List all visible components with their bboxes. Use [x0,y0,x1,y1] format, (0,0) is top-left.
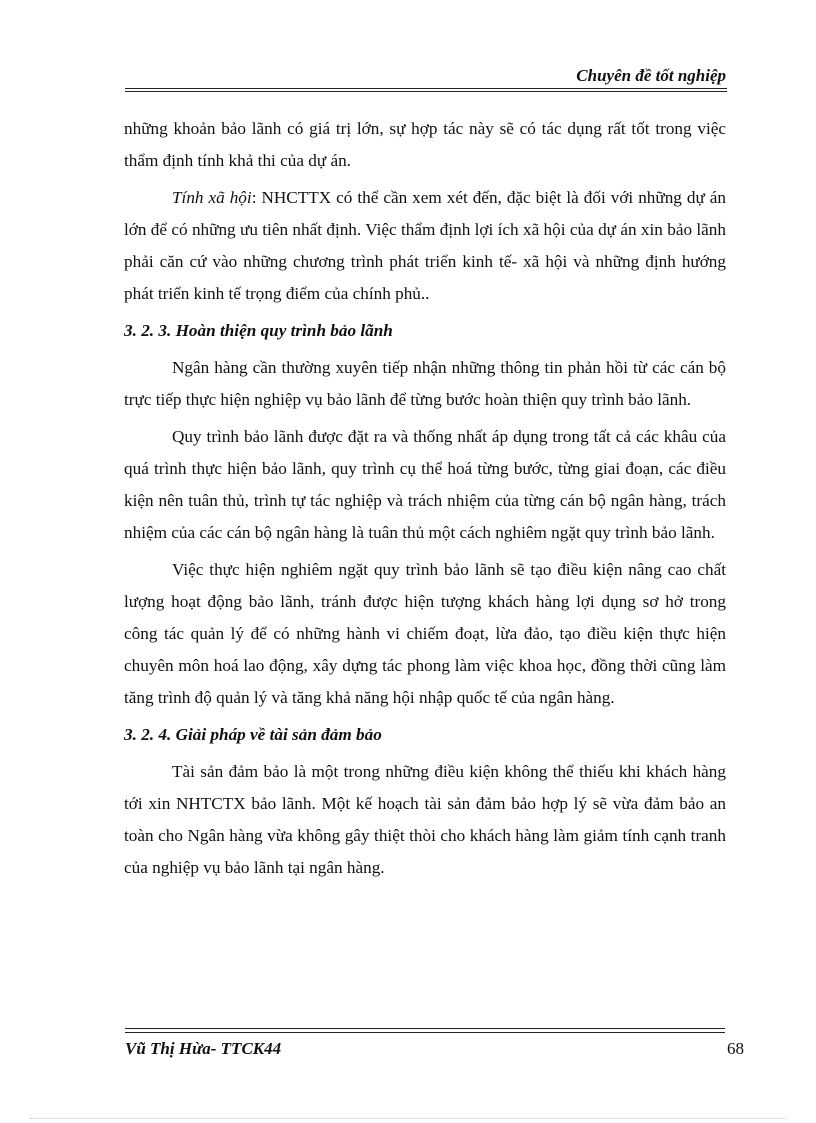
page-bottom-dotted-border [30,1118,786,1119]
footer-rule [125,1028,725,1029]
paragraph [124,182,726,310]
paragraph: Quy trình bảo lãnh được đặt ra và thống nhất áp dụng trong tất cả các khâu của quá trình thực hiện bảo lãnh, quy trình cụ thể hoá từng bước, từng giai đoạn, các điều kiện nên tuân thủ, trình tự tác nghiệp và trách nhiệm của từng cán bộ ngân hàng, trách nhiệm của các cán bộ ngân hàng là tuân thủ một cách nghiêm ngặt quy trình bảo lãnh. [124,427,726,542]
page-number: 68 [727,1039,744,1058]
header-rule [125,88,727,89]
page-header-title: Chuyên đề tốt nghiệp [576,66,726,85]
paragraph: Tài sản đảm bảo là một trong những điều kiện không thể thiếu khi khách hàng tới xin NHTCTX bảo lãnh. Một kế hoạch tài sản đảm bảo hợp lý sẽ vừa đảm bảo an toàn cho Ngân hàng vừa không gây thiệt thòi cho khách hàng làm giảm tính cạnh tranh của nghiệp vụ bảo lãnh tại ngân hàng. [124,762,726,877]
term-label: Tính xã hội [172,188,252,207]
paragraph-text: : NHCTTX có thể cần xem xét đến, đặc biệt là đối với những dự án lớn để có những ưu tiên nhất định. Việc thẩm định lợi ích xã hội của dự án xin bảo lãnh phải căn cứ vào những chương trình phát triển kinh tế- xã hội và những định hướng phát triển kinh tế trọng điểm của chính phủ.. [124,188,726,303]
section-heading: 3. 2. 3. Hoàn thiện quy trình bảo lãnh [124,321,393,340]
section-heading: 3. 2. 4. Giải pháp về tài sản đảm bảo [124,725,382,744]
paragraph: những khoản bảo lãnh có giá trị lớn, sự hợp tác này sẽ có tác dụng rất tốt trong việc thẩm định tính khả thi của dự án. [124,119,726,170]
paragraph: Việc thực hiện nghiêm ngặt quy trình bảo lãnh sẽ tạo điều kiện nâng cao chất lượng hoạt động bảo lãnh, tránh được hiện tượng khách hàng lợi dụng sơ hở trong công tác quản lý để có những hành vi chiếm đoạt, lừa đảo, tạo điều kiện thực hiện chuyên môn hoá lao động, xây dựng tác phong làm việc khoa học, đồng thời cũng làm tăng trình độ quản lý và tăng khả năng hội nhập quốc tế của ngân hàng. [124,560,726,707]
paragraph: Ngân hàng cần thường xuyên tiếp nhận những thông tin phản hồi từ các cán bộ trực tiếp thực hiện nghiệp vụ bảo lãnh để từng bước hoàn thiện quy trình bảo lãnh. [124,358,726,409]
footer-rule-second [125,1032,725,1033]
document-body [124,113,726,884]
header-rule-thin [125,91,727,92]
footer-author: Vũ Thị Hừa- TTCK44 [125,1039,282,1058]
